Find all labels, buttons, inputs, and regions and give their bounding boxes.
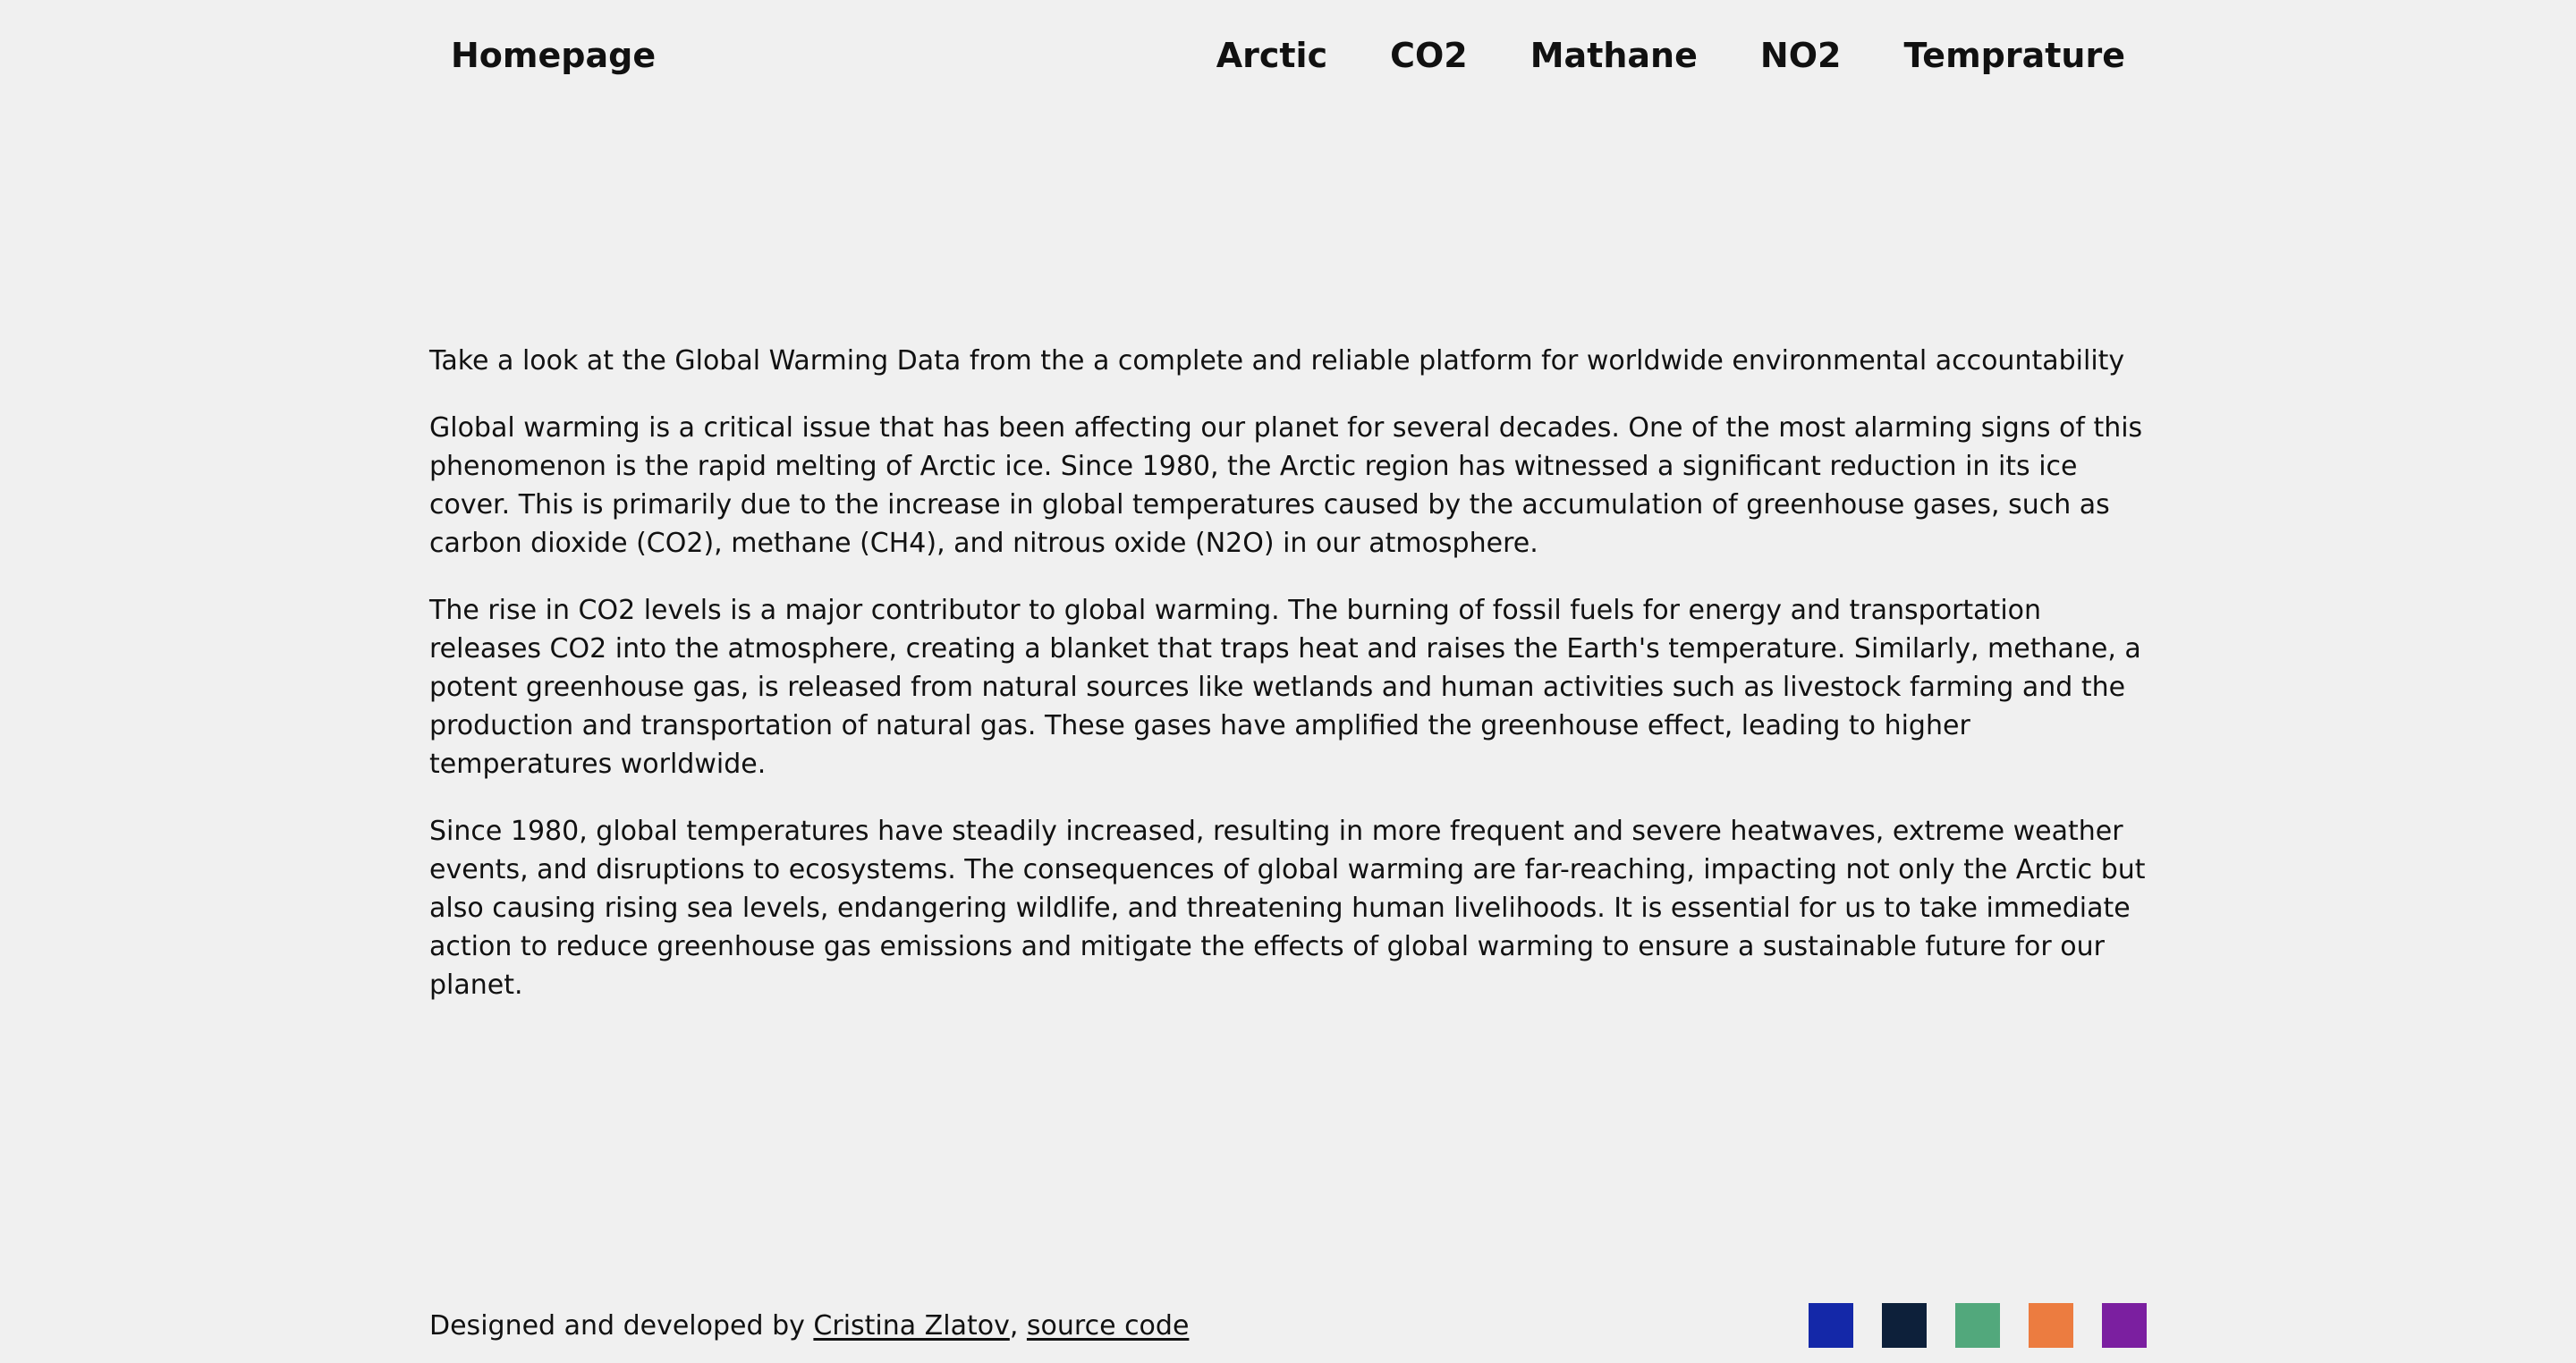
credit-prefix: Designed and developed by	[429, 1309, 814, 1342]
page-container	[429, 0, 2147, 1363]
color-swatch-green[interactable]	[1955, 1303, 2000, 1348]
main-nav	[1216, 36, 2125, 75]
homepage-link[interactable]: Homepage	[451, 36, 657, 75]
footer-credit	[429, 1307, 1189, 1345]
nav-link-no2[interactable]: NO2	[1759, 36, 1842, 75]
author-link[interactable]: Cristina Zlatov	[813, 1309, 1010, 1342]
site-header	[429, 0, 2147, 111]
nav-link-temperature[interactable]: Temprature	[1903, 36, 2125, 75]
nav-link-co2[interactable]: CO2	[1390, 36, 1468, 75]
arctic-paragraph: Global warming is a critical issue that has been affecting our planet for several decades. One of the most alarming signs of this phenomenon is the rapid melting of Arctic ice. Since 1980, the Arctic region has witnessed a significant reduction in its ice cover. This is primarily due to the increase in global temperatures caused by the accumulation of greenhouse gases, such as carbon dioxide (CO2), methane (CH4), and nitrous oxide (N2O) in our atmosphere.	[429, 412, 2143, 559]
intro-paragraph: Take a look at the Global Warming Data from the a complete and reliable platform for worldwide environmental accountability	[429, 345, 2125, 377]
nav-link-methane[interactable]: Mathane	[1530, 36, 1698, 75]
main-content	[429, 342, 2147, 1033]
co2-paragraph: The rise in CO2 levels is a major contributor to global warming. The burning of fossil fuels for energy and transportation releases CO2 into the atmosphere, creating a blanket that traps heat and raises the Earth's temperature. Similarly, methane, a potent greenhouse gas, is released from natural sources like wetlands and human activities such as livestock farming and the production and transportation of natural gas. These gases have amplified the greenhouse effect, leading to higher temperatures worldwide.	[429, 595, 2141, 780]
color-theme-swatches	[1809, 1303, 2147, 1348]
site-footer	[429, 1300, 2147, 1350]
credit-separator: ,	[1009, 1309, 1027, 1342]
source-code-link[interactable]: source code	[1026, 1309, 1190, 1342]
color-swatch-navy[interactable]	[1882, 1303, 1927, 1348]
color-swatch-orange[interactable]	[2029, 1303, 2073, 1348]
nav-link-arctic[interactable]: Arctic	[1216, 36, 1328, 75]
color-swatch-purple[interactable]	[2102, 1303, 2147, 1348]
temperature-paragraph: Since 1980, global temperatures have steadily increased, resulting in more frequent and severe heatwaves, extreme weather events, and disruptions to ecosystems. The consequences of global warming are far-reaching, impacting not only the Arctic but also causing rising sea levels, endangering wildlife, and threatening human livelihoods. It is essential for us to take immediate action to reduce greenhouse gas emissions and mitigate the effects of global warming to ensure a sustainable future for our planet.	[429, 816, 2146, 1001]
color-swatch-blue[interactable]	[1809, 1303, 1853, 1348]
